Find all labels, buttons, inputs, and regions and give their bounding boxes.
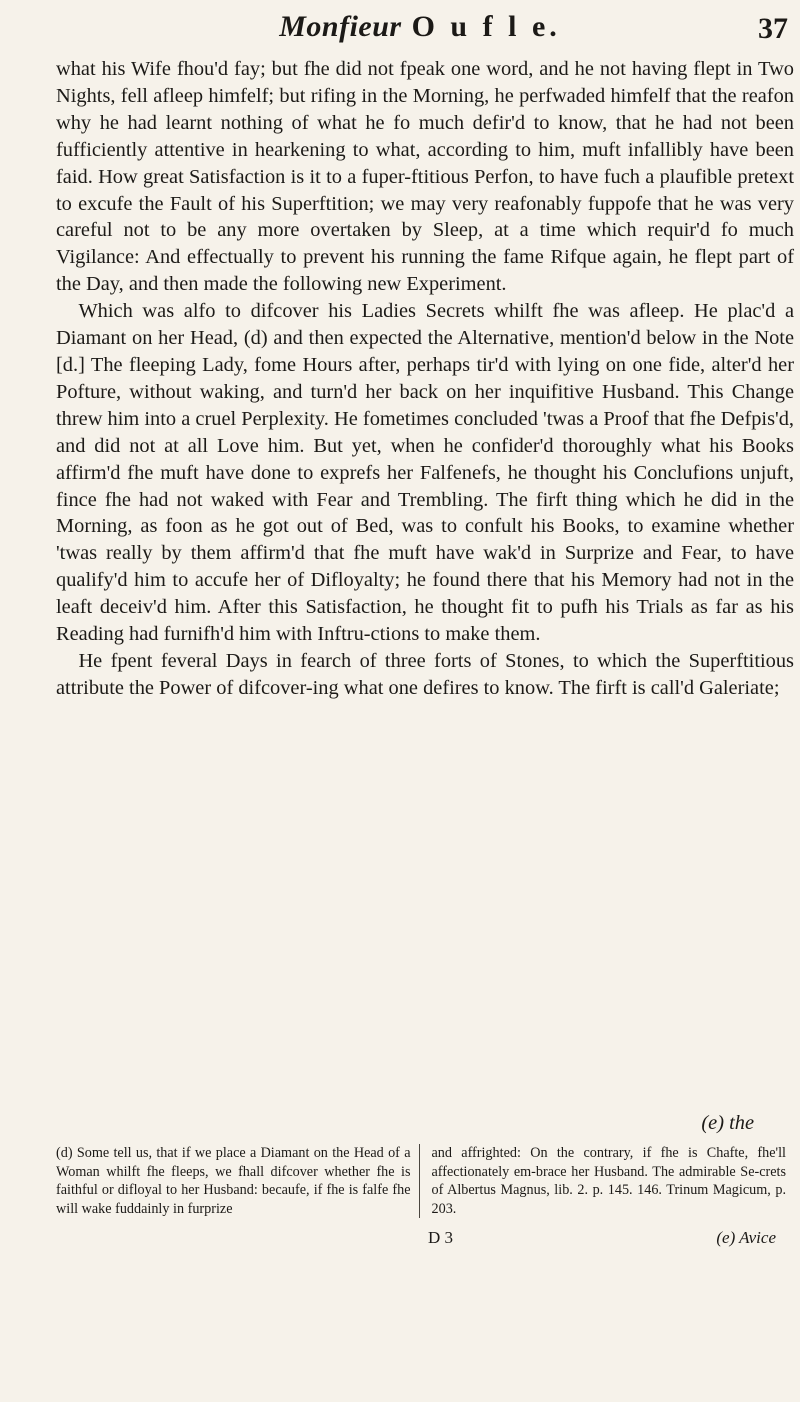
paragraph-3: He fpent feveral Days in fearch of three forts of Stones, to which the Superftitious attribute the Power of difcover-ing what one defires to know. The firft is call'd Galeriate; [56,649,794,699]
page-footer [56,1228,786,1248]
catchword: (e) the [701,1112,754,1134]
footnote-right: and affrighted: On the contrary, if fhe is Chafte, fhe'll affectionately em-brace her Husband. The admirable Se-crets of Albertus Magnus, lib. 2. p. 145. 146. Trinum Magicum, p. 203. [431,1145,786,1217]
body-text [56,56,794,702]
paragraph-1: what his Wife fhou'd fay; but fhe did not fpeak one word, and he not having flept in Two Nights, fell afleep himfelf; but rifing in the Morning, he perfwaded himfelf that the reafon why he had learnt nothing of what he fo much defir'd to know, that he had not been fufficiently attentive in hearkening to what, according to him, muft infallibly have been faid. How great Satisfaction is it to a fuper-ftitious Perfon, to have fuch a plaufible pretext to excufe the Fault of his Superftition; we may very reafonably fuppofe that he was very careful not to be any more overtaken by Sleep, at a time which requir'd fo much Vigilance: And effectually to prevent his running the fame Rifque again, he flept part of the Day, and then made the following new Experiment. [56,58,794,296]
paragraph-2: Which was alfo to difcover his Ladies Secrets whilft fhe was afleep. He plac'd a Diamant on her Head, (d) and then expected the Alternative, mention'd below in the Note [d.] The fleeping Lady, fome Hours after, perhaps tir'd with lying on one fide, alter'd her Pofture, without waking, and turn'd her back on her inquifitive Husband. This Change threw him into a cruel Perplexity. He fometimes concluded 'twas a Proof that fhe Defpis'd, and did not at all Love him. But yet, when he confider'd thoroughly what his Books affirm'd fhe muft have done to exprefs her Falfenefs, he thought his Conclufions unjuft, fince fhe had not waked with Fear and Trembling. The firft thing which he did in the Morning, as foon as he got out of Bed, was to confult his Books, to examine whether 'twas really by them affirm'd that fhe muft have wak'd in Surprize and Fear, to have qualify'd him to accufe her of Difloyalty; he found there that his Memory had not in the leaft deceiv'd him. After this Satisfaction, he thought fit to pufh his Trials as far as his Reading had furnifh'd him with Inftru-ctions to make them. [56,300,794,646]
next-note-catchword: (e) Avice [716,1228,776,1247]
page-number: 37 [758,12,788,45]
signature-mark: D 3 [428,1228,454,1247]
footnote-left: (d) Some tell us, that if we place a Diamant on the Head of a Woman whilft fhe fleeps, we fhall difcover whether fhe is faithful or difloyal to her Husband: becaufe, if fhe is falfe fhe will wake fuddainly in furprize [56,1144,420,1218]
header-title: Monfieur [279,10,402,43]
footnotes [56,1144,786,1218]
running-header [90,10,750,54]
header-name: O u f l e. [411,10,561,43]
